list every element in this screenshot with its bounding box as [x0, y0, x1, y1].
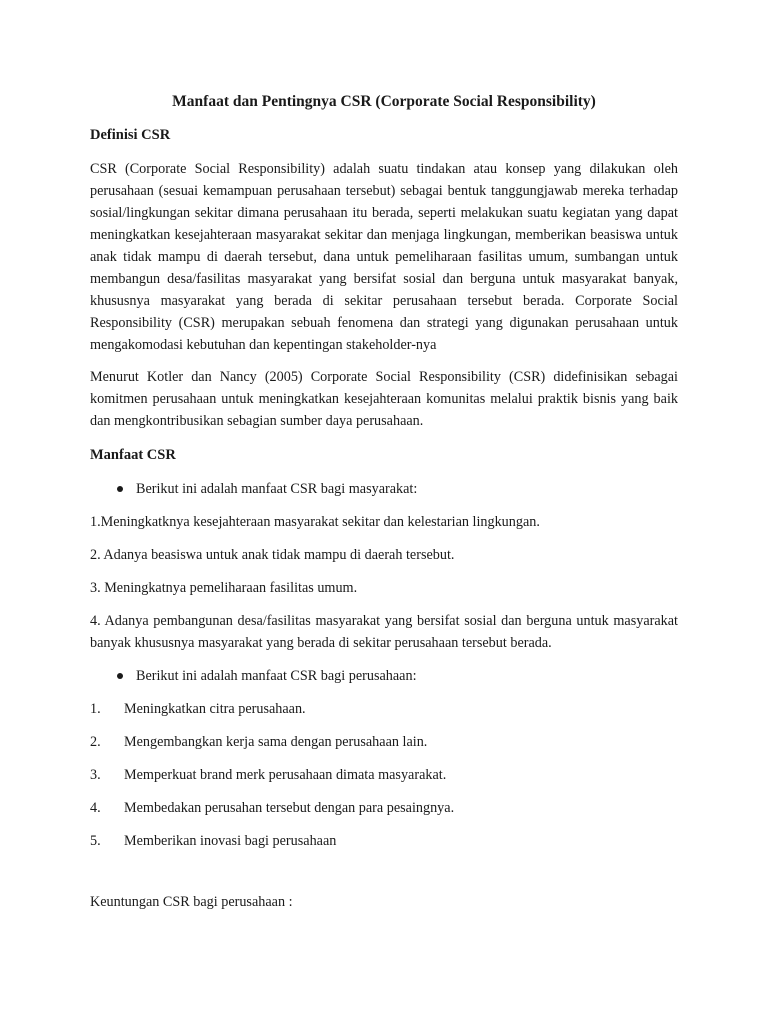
paragraph-definisi-1: CSR (Corporate Social Responsibility) adalah suatu tindakan atau konsep yang dilakukan oleh perusahaan (sesuai kemampuan perusahaan tersebut) sebagai bentuk tanggungjawab mereka terhadap sosial/lingkungan sekitar dimana perusahaan itu berada, seperti melakukan suatu kegiatan yang dapat meningkatkan kesejahteraan masyarakat sekitar dan menjaga lingkungan, memberikan beasiswa untuk anak tidak mampu di daerah tersebut, dana untuk pemeliharaan fasilitas umum, sumbangan untuk membangun desa/fasilitas masyarakat yang bersifat sosial dan berguna untuk masyarakat banyak, khususnya masyarakat yang berada di sekitar perusahaan tersebut berada. Corporate Social Responsibility (CSR) merupakan sebuah fenomena dan strategi yang digunakan perusahaan untuk mengakomodasi kebutuhan dan kepentingan stakeholder-nya: [90, 161, 678, 353]
paragraph-definisi-2: Menurut Kotler dan Nancy (2005) Corporate Social Responsibility (CSR) didefinisikan sebagai komitmen perusahaan untuk meningkatkan kesejahteraan komunitas melalui praktik bisnis yang baik dan mengkontribusikan sebagian sumber daya perusahaan.: [90, 369, 678, 429]
bullet-dot-icon: [117, 486, 123, 492]
list-item-perusahaan-3: [90, 764, 678, 786]
document-title: Manfaat dan Pentingnya CSR (Corporate Social Responsibility): [172, 93, 596, 110]
spacer: [90, 863, 678, 891]
heading-keuntungan: Keuntungan CSR bagi perusahaan :: [90, 894, 293, 910]
list-number: 5.: [90, 833, 101, 849]
list-item-perusahaan-1: [90, 698, 678, 720]
list-number: 4.: [90, 800, 101, 816]
list-text: Meningkatkan citra perusahaan.: [124, 701, 306, 717]
bullet-label: Berikut ini adalah manfaat CSR bagi masyarakat:: [136, 481, 418, 497]
heading-definisi: Definisi CSR: [90, 127, 171, 143]
list-number: 3.: [90, 767, 101, 783]
list-text: Mengembangkan kerja sama dengan perusahaan lain.: [124, 734, 428, 750]
bullet-label: Berikut ini adalah manfaat CSR bagi perusahaan:: [136, 668, 417, 684]
list-text: Memperkuat brand merk perusahaan dimata masyarakat.: [124, 767, 447, 783]
list-item-masyarakat-4: 4. Adanya pembangunan desa/fasilitas masyarakat yang bersifat sosial dan berguna untuk masyarakat banyak khususnya masyarakat yang berada di sekitar perusahaan tersebut berada.: [90, 613, 678, 651]
heading-manfaat: Manfaat CSR: [90, 447, 176, 463]
list-item-masyarakat-1: 1.Meningkatknya kesejahteraan masyarakat sekitar dan kelestarian lingkungan.: [90, 514, 540, 530]
list-item-masyarakat-3: 3. Meningkatnya pemeliharaan fasilitas umum.: [90, 580, 358, 596]
list-text: Membedakan perusahan tersebut dengan para pesaingnya.: [124, 800, 455, 816]
bullet-manfaat-perusahaan: [90, 665, 678, 687]
list-item-perusahaan-2: [90, 731, 678, 753]
list-text: Memberikan inovasi bagi perusahaan: [124, 833, 337, 849]
list-item-perusahaan-5: [90, 830, 678, 852]
bullet-dot-icon: [117, 673, 123, 679]
bullet-manfaat-masyarakat: [90, 478, 678, 500]
list-number: 2.: [90, 734, 101, 750]
list-number: 1.: [90, 701, 101, 717]
list-item-masyarakat-2: 2. Adanya beasiswa untuk anak tidak mampu di daerah tersebut.: [90, 547, 455, 563]
list-item-perusahaan-4: [90, 797, 678, 819]
document-page: [90, 90, 678, 924]
